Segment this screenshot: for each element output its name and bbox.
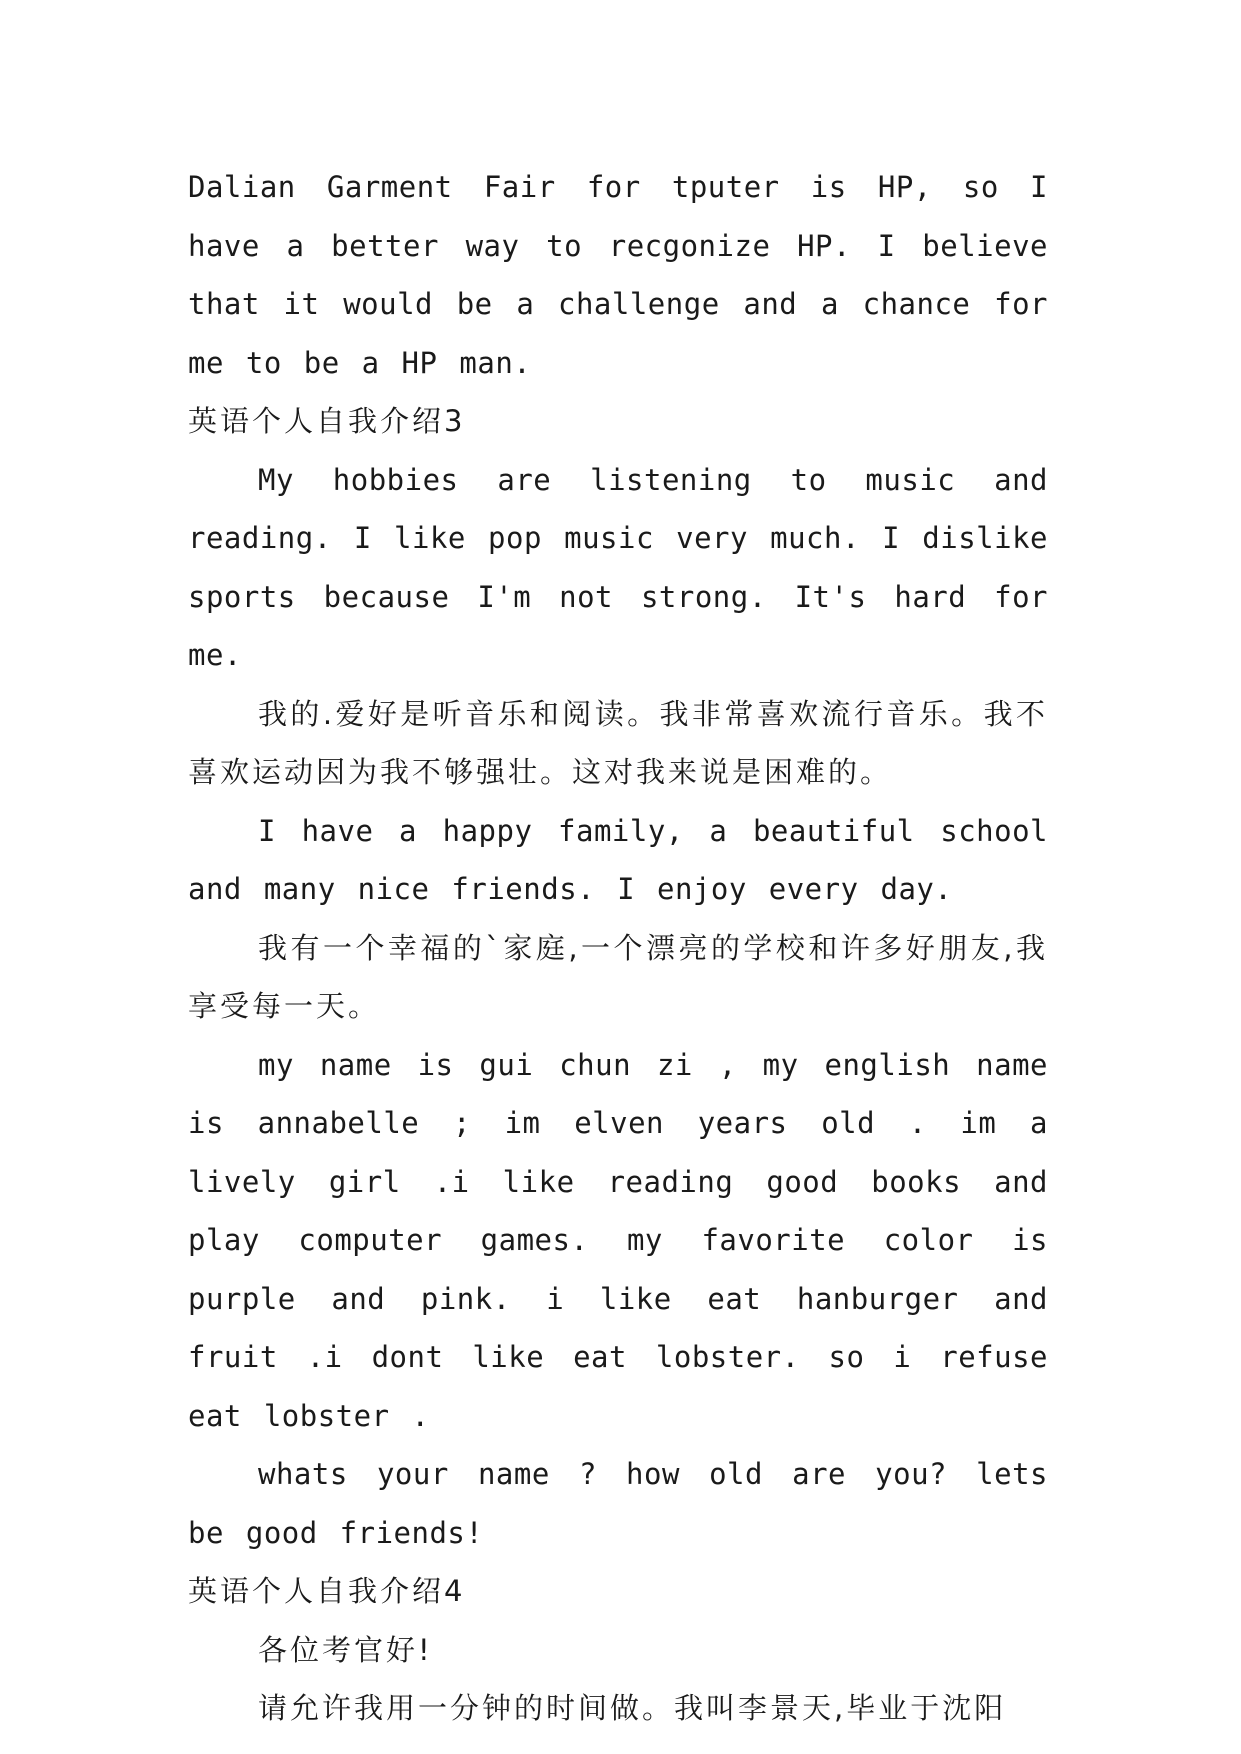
- paragraph-hobbies-en: My hobbies are listening to music and reading. I like pop music very much. I dislike sports because I'm not strong. It's hard for me.: [188, 462, 1048, 672]
- document-body: [188, 158, 1048, 1738]
- paragraph-family-cn: 我有一个幸福的`家庭,一个漂亮的学校和许多好朋友,我享受每一天。: [188, 930, 1048, 1023]
- paragraph-hobbies-cn: 我的.爱好是听音乐和阅读。我非常喜欢流行音乐。我不喜欢运动因为我不够强壮。这对我来说是困难的。: [188, 696, 1048, 789]
- paragraph-greeting-cn: 各位考官好!: [258, 1632, 433, 1667]
- paragraph-good-friends: whats your name ? how old are you? lets be good friends!: [188, 1457, 1048, 1550]
- paragraph-intro-cn: 请允许我用一分钟的时间做。我叫李景天,毕业于沈阳: [258, 1691, 1007, 1725]
- paragraph-hp-application: Dalian Garment Fair for tputer is HP, so I have a better way to recgonize HP. I believe that it would be a challenge and a chance for me to be a HP man.: [188, 170, 1048, 380]
- section-heading-4: 英语个人自我介绍4: [188, 1574, 466, 1608]
- section-heading-3: 英语个人自我介绍3: [188, 404, 466, 438]
- paragraph-family-en: I have a happy family, a beautiful school and many nice friends. I enjoy every day.: [188, 813, 1048, 906]
- paragraph-annabelle: my name is gui chun zi , my english name is annabelle ; im elven years old . im a lively girl .i like reading good books and play computer games. my favorite color is purple and pink. i like eat hanburger and fruit .i dont like eat lobster. so i refuse eat lobster .: [188, 1047, 1048, 1433]
